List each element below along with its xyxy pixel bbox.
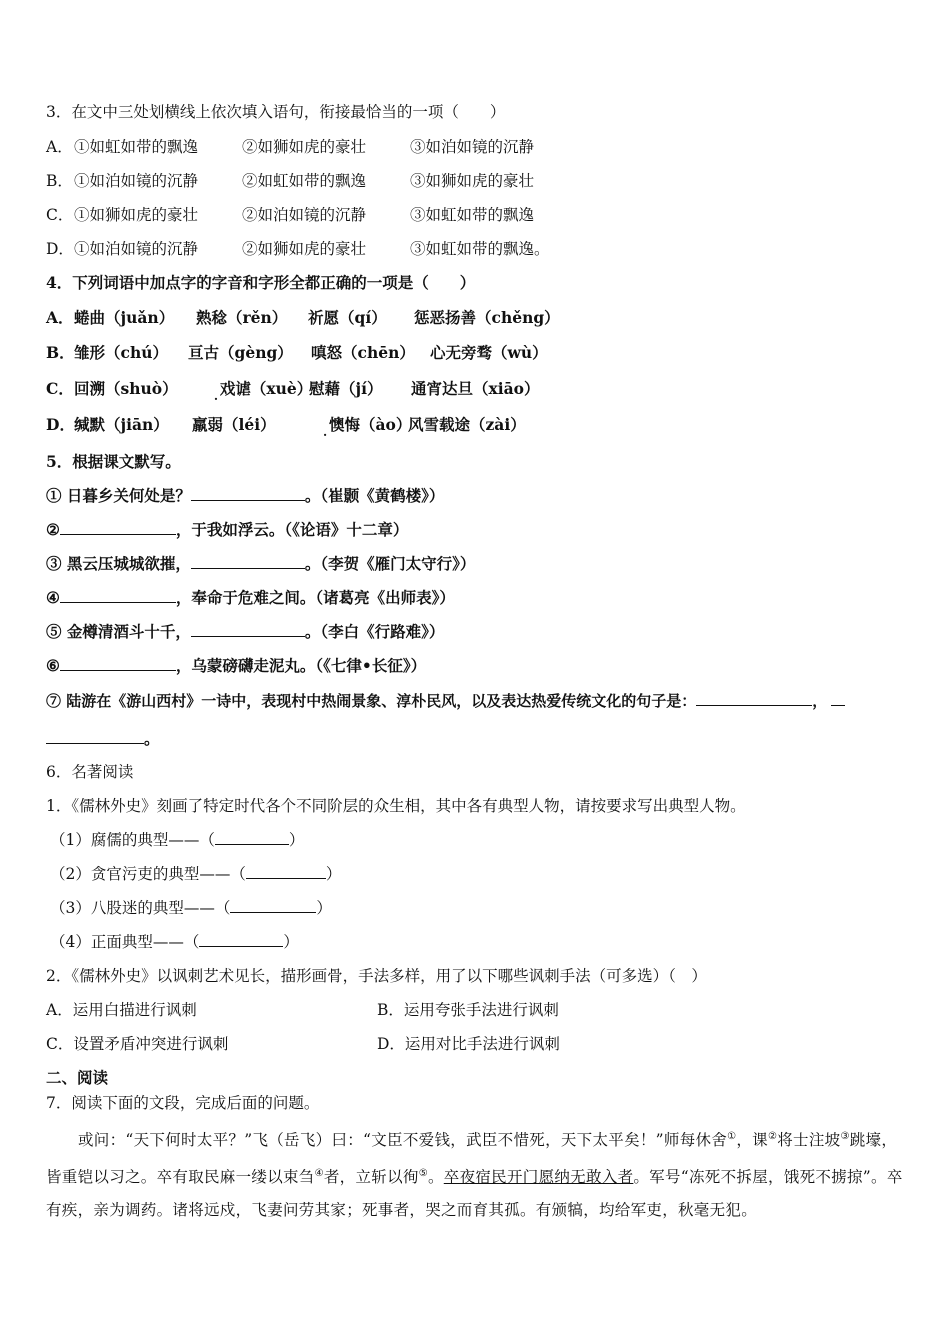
answer-blank[interactable] (199, 932, 283, 947)
answer-blank[interactable] (215, 830, 289, 845)
answer-blank[interactable] (191, 486, 305, 501)
q3-stem: 3．在文中三处划横线上依次填入语句，衔接最恰当的一项（ ） (46, 103, 506, 121)
answer-blank[interactable] (696, 691, 812, 706)
q6-type-3: （3）八股迷的典型——（ ） (50, 899, 332, 917)
q3-option-a[interactable]: A． ①如虹如带的飘逸 ②如狮如虎的豪壮 ③如泊如镜的沉静 (46, 138, 535, 156)
q5-item-5: ⑤ 金樽清酒斗十千， 。（李白《行路难》） (46, 622, 445, 641)
answer-blank[interactable] (60, 656, 176, 671)
q6-choice-c[interactable]: C．设置矛盾冲突进行讽刺 (46, 1035, 229, 1053)
q6-type-4: （4）正面典型——（ ） (50, 933, 299, 951)
answer-blank[interactable] (60, 588, 176, 603)
q4-stem: 4．下列词语中加点字的字音和字形全都正确的一项是（ ） (46, 273, 476, 292)
q5-item-1: ① 日暮乡关何处是？ 。（崔颢《黄鹤楼》） (46, 486, 445, 505)
q5-item-2: ② ，于我如浮云。（《论语》十二章） (46, 520, 409, 539)
answer-blank[interactable] (46, 729, 144, 744)
answer-blank[interactable] (831, 691, 845, 706)
q5-item-6: ⑥ ，乌蒙磅礴走泥丸。（《七律•长征》） (46, 656, 427, 675)
q5-item-4: ④ ，奉命于危难之间。（诸葛亮《出师表》） (46, 588, 455, 607)
q3-option-c[interactable]: C． ①如狮如虎的豪壮 ②如泊如镜的沉静 ③如虹如带的飘逸 (46, 206, 535, 224)
q6-type-1: （1）腐儒的典型——（ ） (50, 831, 305, 849)
q5-item-7-cont: 。 (46, 729, 160, 749)
q5-item-7: ⑦ 陆游在《游山西村》一诗中，表现村中热闹景象、淳朴民风，以及表达热爱传统文化的句子是： ， (46, 691, 845, 711)
answer-blank[interactable] (230, 898, 316, 913)
q6-sub2: 2．《儒林外史》以讽刺艺术见长，描形画骨，手法多样，用了以下哪些讽刺手法（可多选）（ ） (46, 967, 707, 985)
q6-sub1: 1．《儒林外史》刻画了特定时代各个不同阶层的众生相，其中各有典型人物，请按要求写出典型人物。 (46, 797, 746, 815)
q6-type-2: （2）贪官污吏的典型——（ ） (50, 865, 342, 883)
answer-blank[interactable] (246, 864, 326, 879)
q4-option-d[interactable]: D． 缄默（jiān） 羸弱（léi） 懊悔（ào） . 风雪载途（zài） (46, 415, 157, 435)
q6-choice-a[interactable]: A．运用白描进行讽刺 (46, 1001, 197, 1019)
q3-option-d[interactable]: D． ①如泊如镜的沉静 ②如狮如虎的豪壮 ③如虹如带的飘逸。 (46, 240, 550, 258)
q5-item-3: ③ 黑云压城城欲摧， 。（李贺《雁门太守行》） (46, 554, 476, 573)
q6-choice-d[interactable]: D．运用对比手法进行讽刺 (377, 1035, 560, 1053)
answer-blank[interactable] (191, 554, 305, 569)
q7-stem: 7．阅读下面的文段，完成后面的问题。 (46, 1094, 320, 1112)
q5-stem: 5．根据课文默写。 (46, 452, 181, 471)
q4-option-a[interactable]: A． 蜷曲（juǎn） 熟稔（rěn） 祈愿（qí） 惩恶扬善（chěng） (46, 308, 560, 327)
answer-blank[interactable] (60, 520, 176, 535)
q4-option-c[interactable]: C． 回溯（shuò） 戏谑（xuè） . 慰藉（jí） 通宵达旦（xiāo） (46, 379, 166, 399)
answer-blank[interactable] (191, 622, 305, 637)
q6-choice-b[interactable]: B．运用夸张手法进行讽刺 (377, 1001, 559, 1019)
q3-option-b[interactable]: B． ①如泊如镜的沉静 ②如虹如带的飘逸 ③如狮如虎的豪壮 (46, 172, 535, 190)
underlined-sentence: 卒夜宿民开门愿纳无敢入者 (443, 1168, 634, 1187)
q6-stem: 6．名著阅读 (46, 763, 134, 781)
q4-option-b[interactable]: B． 雏形（chú） 亘古（gèng） 嗔怒（chēn） 心无旁骛（wù） (46, 343, 548, 362)
q7-passage: 或问：“天下何时太平？”飞（岳飞）曰：“文臣不爱钱，武臣不惜死，天下太平矣！”师每休舍①，课②将士注坡③跳壕，皆重铠以习之。卒有取民麻一缕以束刍④者，立斩以徇⑤。卒夜宿民开门愿纳无敢入者。军号“冻死不拆屋，饿死不掳掠”。卒有疾，亲为调药。诸将远戍，飞妻问劳其家；死事者，哭之而育其孤。有颁犒，均给军吏，秋毫无犯。 (46, 1131, 903, 1220)
section-heading: 二、阅读 (46, 1068, 109, 1087)
